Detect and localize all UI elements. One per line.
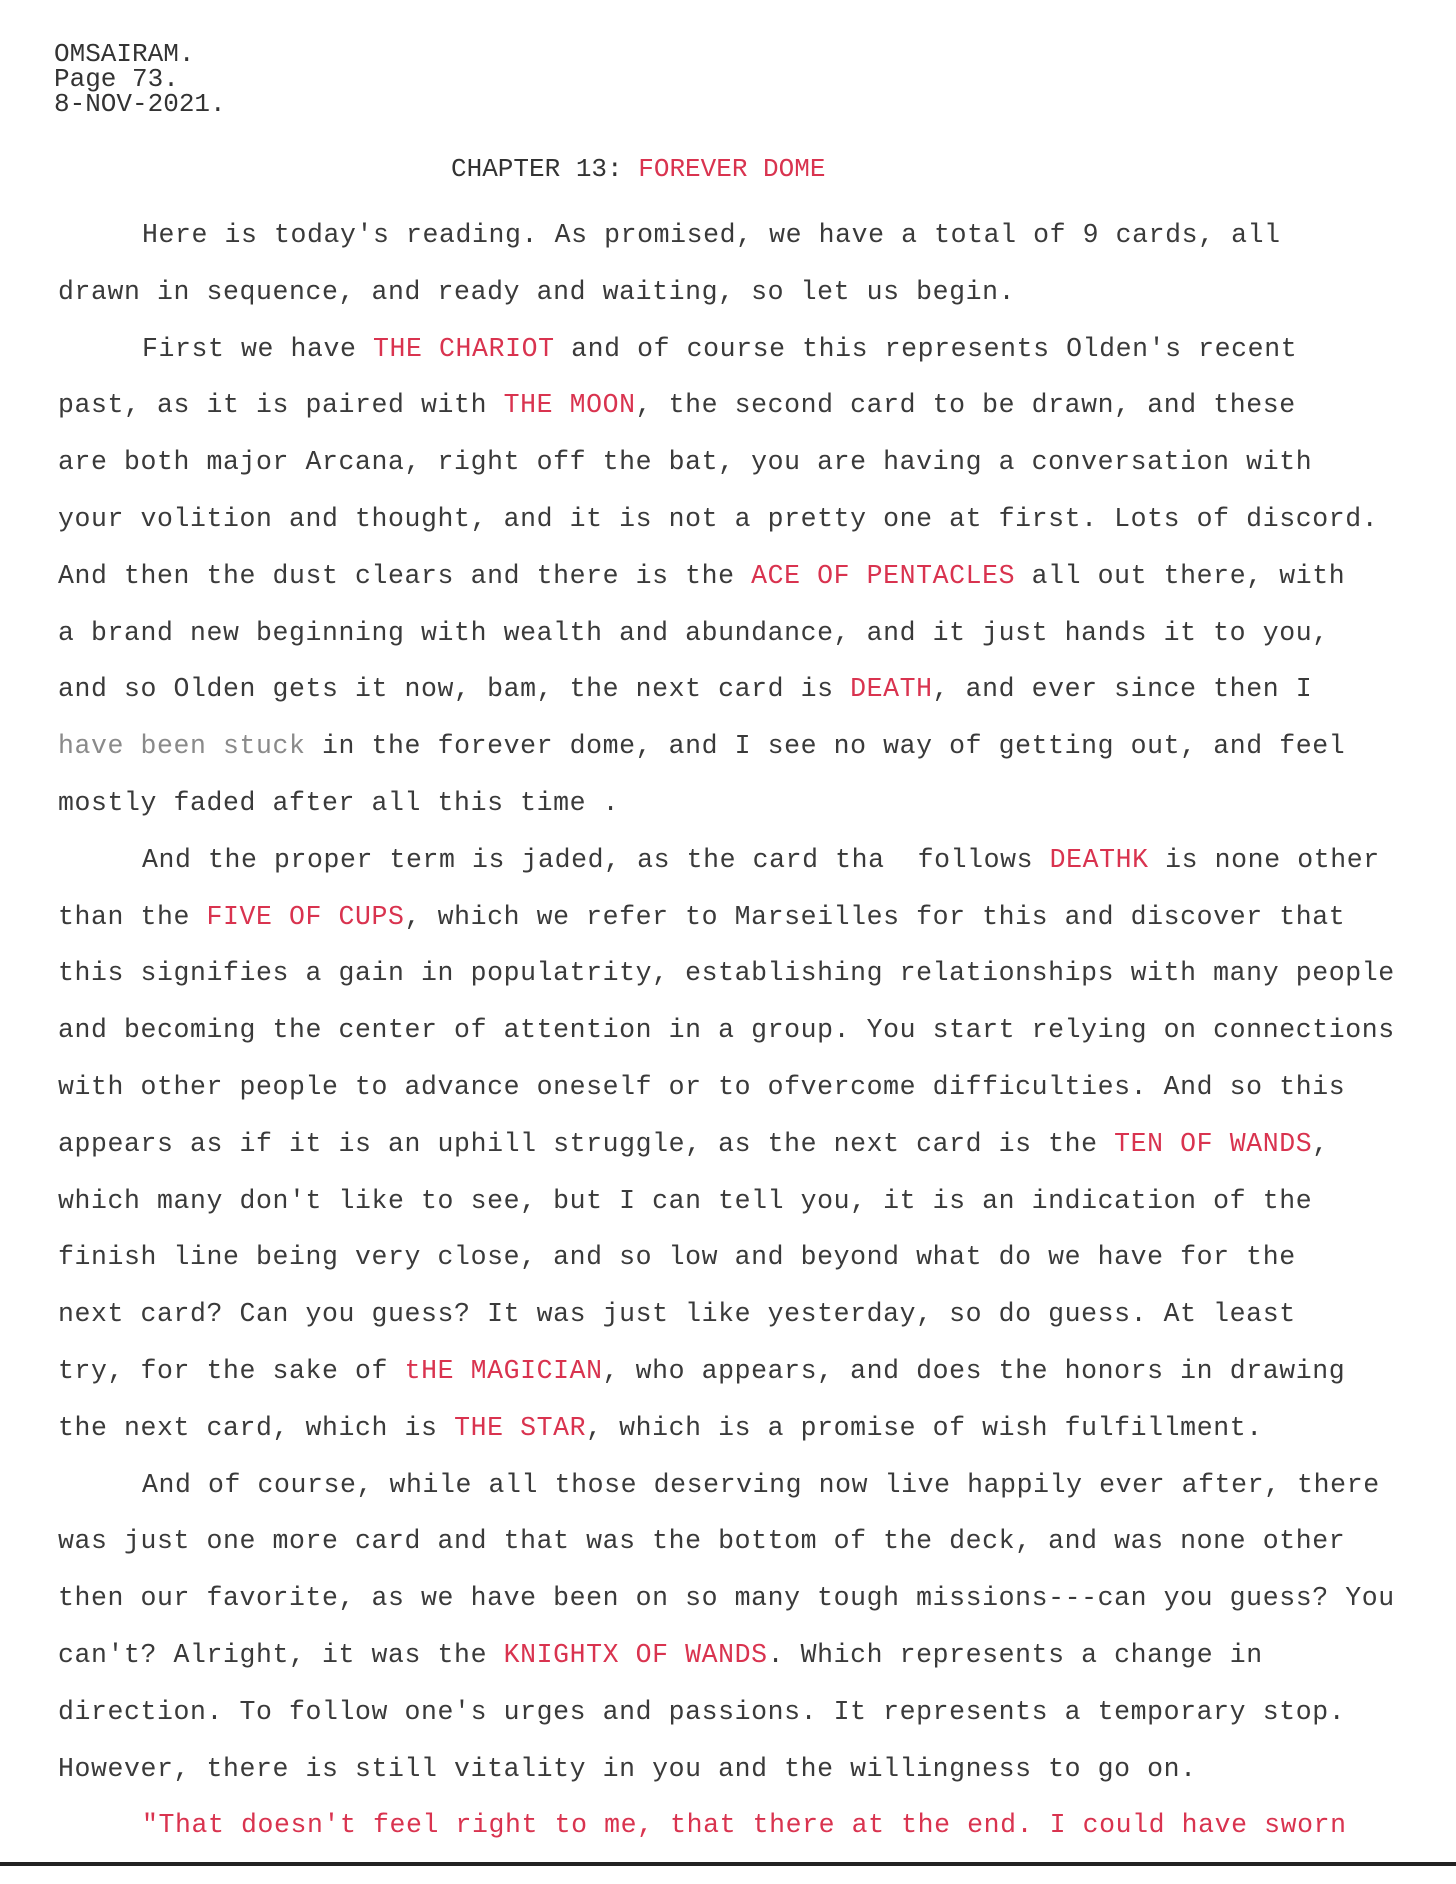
text-line bbox=[58, 1627, 1448, 1684]
text-line bbox=[58, 1059, 1448, 1116]
text-line bbox=[58, 1173, 1448, 1230]
text-segment: And of course, while all those deserving now live happily ever after, there bbox=[142, 1469, 1380, 1500]
text-line bbox=[58, 1116, 1448, 1173]
chapter-title: FOREVER DOME bbox=[638, 154, 826, 184]
text-segment: finish line being very close, and so low and beyond what do we have for the bbox=[58, 1242, 1296, 1273]
card-name-highlight: "That doesn't feel right to me, that there at the end. I could have sworn bbox=[142, 1810, 1347, 1841]
page-bottom-edge bbox=[0, 1862, 1456, 1866]
text-line bbox=[58, 1400, 1448, 1457]
text-line bbox=[58, 661, 1448, 718]
text-segment: . Which represents a change in bbox=[767, 1639, 1263, 1670]
text-segment: is none other bbox=[1148, 844, 1380, 875]
text-line bbox=[58, 945, 1448, 1002]
text-line bbox=[58, 491, 1448, 548]
chapter-heading bbox=[451, 154, 825, 184]
text-line bbox=[58, 1741, 1448, 1798]
text-line bbox=[58, 1286, 1448, 1343]
text-line bbox=[58, 321, 1448, 378]
header-date: 8-NOV-2021. bbox=[54, 89, 226, 119]
text-line bbox=[58, 1343, 1448, 1400]
text-segment: , the second card to be drawn, and these bbox=[635, 390, 1296, 421]
card-name-highlight: TEN OF WANDS bbox=[1114, 1128, 1313, 1159]
text-segment: mostly faded after all this time . bbox=[58, 787, 620, 818]
body-text bbox=[58, 207, 1448, 1854]
text-segment: direction. To follow one's urges and passions. It represents a temporary stop. bbox=[58, 1696, 1346, 1727]
text-line bbox=[58, 1684, 1448, 1741]
text-segment: However, there is still vitality in you and the willingness to go on. bbox=[58, 1753, 1197, 1784]
text-line bbox=[58, 605, 1448, 662]
text-segment: and becoming the center of attention in a group. You start relying on connections bbox=[58, 1015, 1395, 1046]
text-line bbox=[58, 264, 1448, 321]
text-line bbox=[58, 1570, 1448, 1627]
text-segment: which many don't like to see, but I can tell you, it is an indication of the bbox=[58, 1185, 1313, 1216]
text-segment: , who appears, and does the honors in drawing bbox=[602, 1355, 1346, 1386]
text-segment: in the forever dome, and I see no way of getting out, and feel bbox=[305, 731, 1346, 762]
text-segment: , and ever since then I bbox=[932, 674, 1313, 705]
text-segment: this signifies a gain in populatrity, establishing relationships with many people bbox=[58, 958, 1395, 989]
text-segment: And the proper term is jaded, as the card tha follows bbox=[142, 844, 1050, 875]
text-segment: then our favorite, as we have been on so many tough missions---can you guess? You bbox=[58, 1583, 1395, 1614]
text-segment: with other people to advance oneself or to ofvercome difficulties. And so this bbox=[58, 1071, 1346, 1102]
text-line bbox=[58, 377, 1448, 434]
card-name-highlight: DEATH bbox=[850, 674, 933, 705]
text-line bbox=[58, 718, 1448, 775]
text-segment: the next card, which is bbox=[58, 1412, 455, 1443]
card-name-highlight: THE STAR bbox=[454, 1412, 587, 1443]
chapter-label: CHAPTER 13: bbox=[451, 154, 639, 184]
text-line bbox=[58, 1513, 1448, 1570]
header-line-omsairam: OMSAIRAM. bbox=[54, 39, 195, 69]
text-line bbox=[58, 1002, 1448, 1059]
text-segment: and so Olden gets it now, bam, the next card is bbox=[58, 674, 851, 705]
text-line bbox=[58, 434, 1448, 491]
text-segment: have been stuck bbox=[58, 731, 306, 762]
card-name-highlight: DEATHK bbox=[1049, 844, 1149, 875]
text-segment: try, for the sake of bbox=[58, 1355, 405, 1386]
text-segment: a brand new beginning with wealth and abundance, and it just hands it to you, bbox=[58, 617, 1329, 648]
card-name-highlight: KNIGHTX OF WANDS bbox=[503, 1639, 768, 1670]
text-line bbox=[58, 832, 1448, 889]
text-line bbox=[58, 207, 1448, 264]
text-segment: all out there, with bbox=[1015, 560, 1346, 591]
text-segment: , which we refer to Marseilles for this and discover that bbox=[404, 901, 1346, 932]
text-segment: than the bbox=[58, 901, 207, 932]
text-line bbox=[58, 548, 1448, 605]
card-name-highlight: ACE OF PENTACLES bbox=[751, 560, 1016, 591]
card-name-highlight: FIVE OF CUPS bbox=[206, 901, 405, 932]
text-segment: , bbox=[1312, 1128, 1329, 1159]
card-name-highlight: THE CHARIOT bbox=[373, 333, 555, 364]
page-header bbox=[54, 39, 226, 119]
header-page-number: Page 73. bbox=[54, 64, 179, 94]
text-segment: next card? Can you guess? It was just like yesterday, so do guess. At least bbox=[58, 1299, 1296, 1330]
text-segment: , which is a promise of wish fulfillment. bbox=[586, 1412, 1263, 1443]
text-line bbox=[58, 889, 1448, 946]
text-segment: appears as if it is an uphill struggle, as the next card is the bbox=[58, 1128, 1115, 1159]
text-segment: And then the dust clears and there is the bbox=[58, 560, 752, 591]
text-segment: was just one more card and that was the bottom of the deck, and was none other bbox=[58, 1526, 1346, 1557]
card-name-highlight: tHE MAGICIAN bbox=[404, 1355, 603, 1386]
text-segment: and of course this represents Olden's recent bbox=[554, 333, 1298, 364]
text-segment: past, as it is paired with bbox=[58, 390, 504, 421]
text-segment: your volition and thought, and it is not a pretty one at first. Lots of discord. bbox=[58, 503, 1379, 534]
text-segment: are both major Arcana, right off the bat, you are having a conversation with bbox=[58, 447, 1313, 478]
text-segment: First we have bbox=[142, 333, 374, 364]
text-line bbox=[58, 1457, 1448, 1514]
text-segment: Here is today's reading. As promised, we have a total of 9 cards, all bbox=[142, 220, 1281, 250]
text-segment: can't? Alright, it was the bbox=[58, 1639, 504, 1670]
text-line bbox=[58, 1797, 1448, 1854]
text-line bbox=[58, 775, 1448, 832]
text-line bbox=[58, 1229, 1448, 1286]
text-segment: drawn in sequence, and ready and waiting, so let us begin. bbox=[58, 276, 1016, 307]
card-name-highlight: THE MOON bbox=[503, 390, 636, 421]
